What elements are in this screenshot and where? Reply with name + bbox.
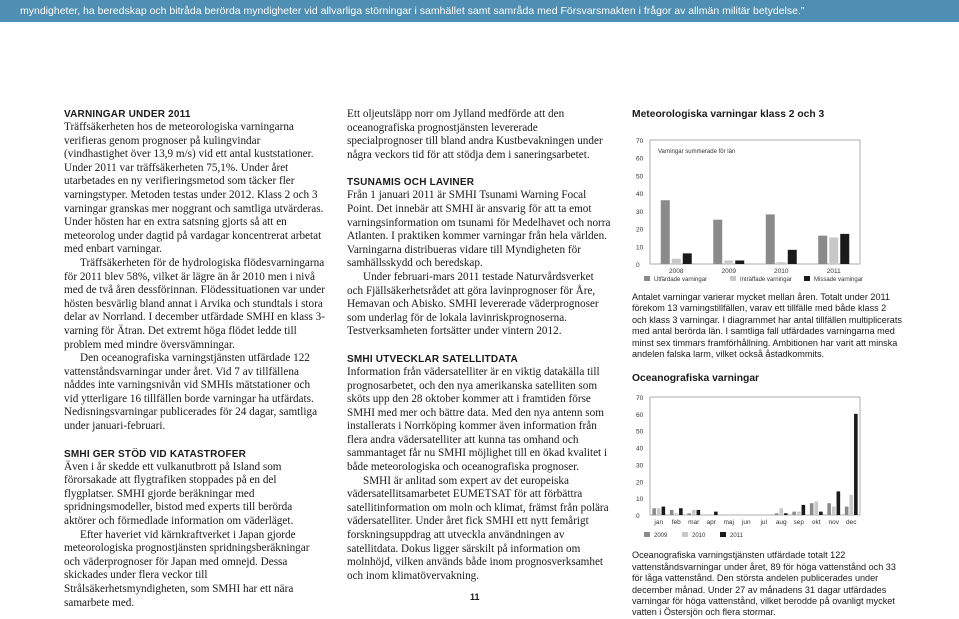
x-tick-label: 2009 (721, 268, 736, 275)
paragraph: Träffsäkerheten hos de meteorologiska varningarna verifieras genom prognoser på kulingvindar (vindhastighet över 13,9 m/s) vid ett antal kuststationer. Under 2011 var träffsäkerheten 75,1%. Under året utarbetades en ny verifieringsmetod som täcker fler varningstyper. Metoden testas under 2012. Klass 2 och 3 varningar granskas mer noggrant och samtliga utvärderas. Under hösten har en extra satsning gjorts så att en meteorolog under dagtid på vardagar koncentrerat arbetat med enbart varningar. (64, 121, 324, 256)
heading-tsunamis: TSUNAMIS OCH LAVINER (347, 177, 475, 189)
bar (819, 512, 823, 515)
paragraph: Den oceanografiska varningstjänsten utfärdade 122 vattenståndsvarningar under året. Vid 7 av tillfällena nåddes inte varningsnivån vid SMHIs mätstationer och vid ytterligare 16 tillfällen borde varningar ha utfärdats. Nedisningsvarningar publicerades för 24 dagar, samtliga under januari-februari. (64, 352, 318, 433)
paragraph: Även i år skedde ett vulkanutbrott på Island som förorsakade att flygtrafiken stoppades på en del flygplatser. SMHI gjorde beräkningar med spridningsmodeller, bistod med experts till berörda aktörer och förmedlade information om väderläget. (64, 460, 294, 528)
bar (687, 514, 691, 516)
bar (777, 262, 786, 264)
y-tick-label: 40 (636, 191, 644, 199)
legend-swatch (720, 532, 726, 537)
bar (792, 512, 796, 515)
legend-label: 2010 (692, 533, 706, 540)
legend-label: Utfärdade varningar (654, 277, 708, 283)
x-tick-label: sep (793, 519, 804, 527)
y-tick-label: 10 (636, 496, 644, 504)
paragraph: Från 1 januari 2011 är SMHI Tsunami Warning Focal Point. Det innebär att SMHI är ansvarig för att ta emot varningsinformation om tsunami för Medelhavet och norra Atlanten. I praktiken kommer varningar från hela världen. Varningarna distribueras vidare till Myndigheten för samhällsskydd och beredskap. (347, 189, 611, 270)
column-left (64, 108, 326, 610)
bar (672, 259, 681, 264)
x-tick-label: jul (760, 519, 768, 527)
bar (670, 510, 674, 515)
paragraph: Information från vädersatelliter är en viktig datakälla till prognosarbetet, och den nya amerikanska satelliten som sköts upp den 28 oktober kommer att i framtiden förse SMHI med mer och bättre data. Med den nya antenn som installerats i Norrköping kommer även information från flera andra vädersatelliter att kunna tas omhand och sammantaget får nu SMHI möjlighet till en ökad kvalitet i både meteorologiska och oceanografiska prognoser. (347, 365, 608, 474)
chart-meteorologiska-varningar (632, 121, 902, 287)
bar (845, 507, 849, 515)
legend-swatch (730, 276, 736, 281)
x-tick-label: feb (671, 519, 681, 527)
chart-annotation: Varningar summerade för län (658, 149, 736, 155)
chart1-title: Meteorologiska varningar klass 2 och 3 (632, 109, 825, 120)
bar (854, 414, 858, 515)
bar (829, 237, 838, 264)
legend-label: 2011 (730, 533, 743, 540)
legend-label: Inträffade varningar (740, 277, 792, 283)
x-tick-label: jun (741, 519, 751, 527)
bar (818, 236, 827, 264)
bar (724, 260, 733, 264)
bar (766, 214, 775, 264)
y-tick-label: 70 (636, 395, 644, 403)
chart2-title: Oceanografiska varningar (632, 373, 760, 385)
y-tick-label: 20 (636, 226, 644, 234)
y-tick-label: 10 (636, 244, 644, 252)
x-tick-label: aug (775, 519, 787, 527)
header-text: myndigheter, ha beredskap och bitråda berörda myndigheter vid allvarliga störningar i samhället samt samråda med Försvarsmakten i frågor av allmän militär betydelse.” (20, 5, 805, 17)
bar (661, 200, 670, 264)
bar (814, 502, 818, 515)
x-tick-label: nov (828, 519, 839, 527)
y-tick-label: 60 (636, 412, 644, 420)
legend-swatch (682, 532, 688, 537)
bar (674, 514, 678, 516)
bar (713, 220, 722, 264)
x-tick-label: maj (723, 519, 734, 527)
page-number: 11 (470, 592, 480, 602)
bar (692, 510, 696, 515)
column-right (632, 108, 902, 619)
y-tick-label: 60 (636, 155, 644, 163)
y-tick-label: 50 (636, 173, 644, 181)
bar (849, 495, 853, 515)
bar (788, 250, 797, 264)
legend-label: Missade varningar (814, 277, 864, 283)
bar (679, 509, 683, 516)
paragraph: SMHI är anlitad som expert av det europeiska vädersatellitsamarbetet EUMETSAT för att förbättra satellitinformation om moln och klimat, främst från polära vädersatelliter. Under året fick SMHI ett nytt femårigt forskningsuppdrag att utveckla användningen av satellitdata. Dokus ligger särskilt på information om molnhöjd, vilken används både inom prognosverksamhet och inom klimatövervakning. (347, 474, 609, 582)
bar (827, 504, 831, 516)
legend-swatch (804, 276, 810, 281)
bar (779, 509, 783, 516)
bar (775, 514, 779, 516)
plot-frame (650, 140, 860, 264)
y-tick-label: 0 (636, 262, 640, 269)
bar (735, 260, 744, 264)
column-middle (347, 108, 612, 583)
paragraph: Under februari-mars 2011 testade Naturvårdsverket och Fjällsäkerhetsrådet att göra lavinprognoser för Åre, Hemavan och Abisko. SMHI levererade väderprognoser som underlag för de lokala lavinriskprognoserna. Testverksamheten fortsätter under vintern 2012. (347, 270, 599, 338)
paragraph: Träffsäkerheten för de hydrologiska flödesvarningarna för 2011 blev 58%, vilket är lägre än år 2010 men i nivå med de två åren dessförinnan. Flödessituationen var under hösten besvärlig bland annat i Arvika och stundtals i stora delar av Norrland. I december utfärdade SMHI en klass 3-varning för Ätran. Det extremt höga flödet ledde till problem med mindre översvämningar. (64, 256, 325, 351)
x-tick-label: 2008 (669, 268, 684, 275)
heading-varningar: VARNINGAR UNDER 2011 (64, 109, 191, 120)
bar (784, 514, 788, 516)
bar (714, 512, 718, 515)
bar (652, 509, 656, 516)
y-tick-label: 0 (636, 513, 640, 521)
y-tick-label: 40 (636, 446, 644, 454)
heading-katastrofer: SMHI GER STÖD VID KATASTROFER (64, 448, 247, 460)
y-tick-label: 30 (636, 208, 644, 216)
bar (832, 507, 836, 515)
bar (662, 507, 666, 515)
heading-satellitdata: SMHI UTVECKLAR SATELLITDATA (347, 353, 518, 365)
legend-swatch (644, 532, 650, 537)
bar (797, 512, 801, 515)
bar (683, 253, 692, 264)
x-tick-label: okt (811, 519, 821, 527)
y-tick-label: 20 (636, 479, 644, 487)
bar (657, 509, 661, 516)
plot-frame (650, 397, 860, 515)
x-tick-label: mar (688, 519, 700, 527)
bar (840, 234, 849, 264)
legend-label: 2009 (654, 533, 668, 540)
x-tick-label: dec (846, 519, 857, 527)
x-tick-label: 2011 (826, 268, 841, 275)
y-tick-label: 30 (636, 462, 644, 470)
x-tick-label: jan (654, 519, 664, 527)
chart2-caption: Oceanografiska varningstjänsten utfärdade totalt 122 vattenståndsvarningar under året, 89 för höga vattenstånd och 33 för låga vattenstånd. Den största andelen publicerades under december månad. Under 27 av månadens 31 dagar utfärdades varningar för höga vattenstånd, vilket berodde på ovanligt mycket vatten i Östersjön och flera stormar. (632, 550, 896, 618)
chart-oceanografiska-varningar (632, 385, 902, 545)
y-tick-label: 50 (636, 429, 644, 437)
bar (837, 492, 841, 516)
bar (802, 505, 806, 515)
bar (810, 504, 814, 516)
paragraph: Efter haveriet vid kärnkraftverket i Japan gjorde meteorologiska prognostjänsten spridningsberäkningar och väderprognoser för Japan med omnejd. Dessa skickades under flera veckor till Strålsäkerhetsmyndigheten, som SMHI har ett nära samarbete med. (64, 528, 310, 609)
x-tick-label: apr (706, 519, 716, 527)
y-tick-label: 70 (636, 138, 644, 145)
bar (697, 510, 701, 515)
legend-swatch (644, 276, 650, 281)
paragraph: Ett oljeutsläpp norr om Jylland medförde att den oceanografiska prognostjänsten levererade specialprognoser till bland andra Kustbevakningen under några veckors tid för att stödja dem i saneringsarbetet. (347, 108, 603, 161)
page-header-banner (0, 0, 959, 22)
chart1-caption: Antalet varningar varierar mycket mellan åren. Totalt under 2011 förekom 13 varningstillfällen, varav ett tillfälle med både klass 2 och klass 3 varningar. I diagrammet har antal tillfällen multiplicerats med antal berörda län. I samtliga fall utfärdades varningarna med minst sex timmars framförhållning. Ambitionen har varit att minska andelen falska larm, vilket också åstadkommits. (632, 292, 902, 360)
x-tick-label: 2010 (774, 268, 789, 275)
